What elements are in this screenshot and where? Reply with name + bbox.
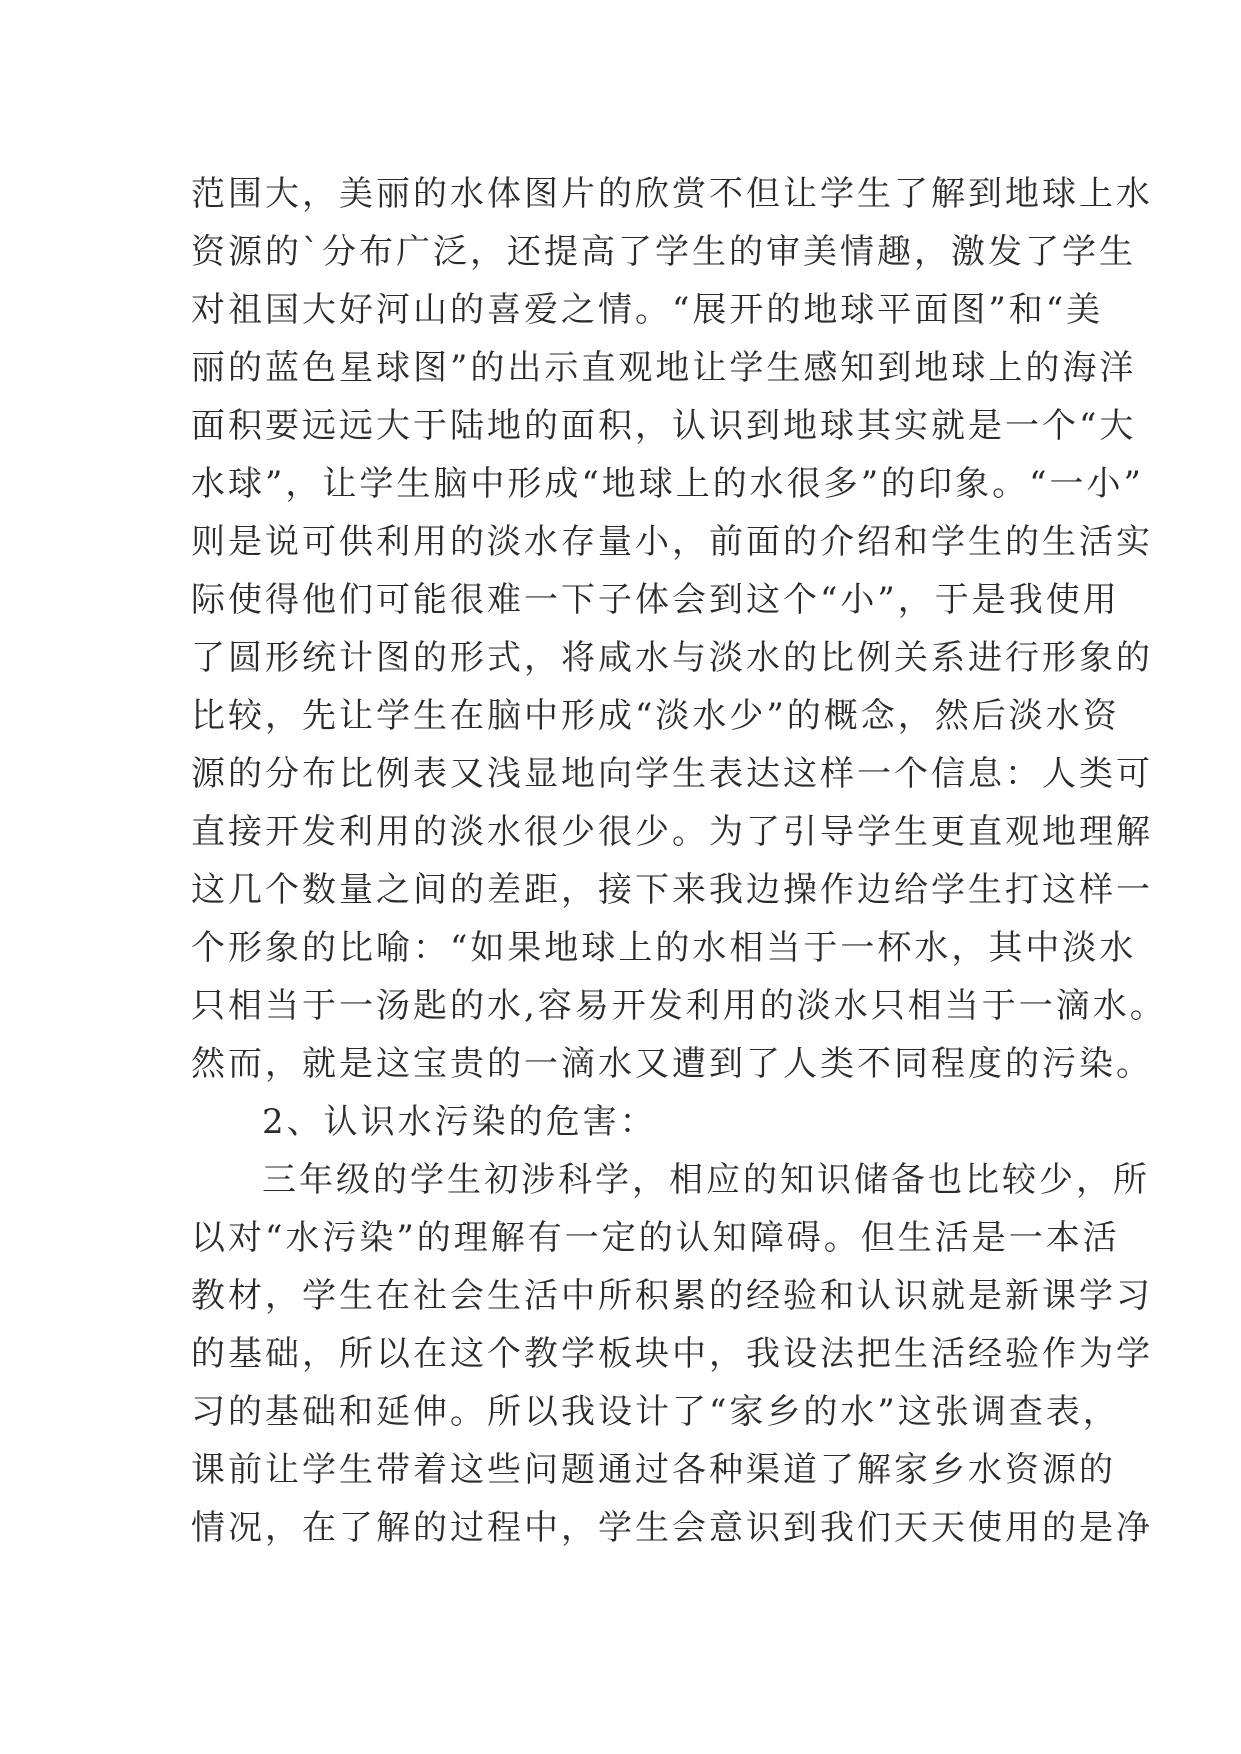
text-line: 这几个数量之间的差距，接下来我边操作边给学生打这样一 bbox=[191, 870, 1153, 910]
text-line: 源的分布比例表又浅显地向学生表达这样一个信息：人类可 bbox=[191, 754, 1153, 794]
text-line: 比较，先让学生在脑中形成“淡水少”的概念，然后淡水资 bbox=[191, 696, 1120, 736]
text-line: 了圆形统计图的形式，将咸水与淡水的比例关系进行形象的 bbox=[191, 638, 1153, 678]
section-heading: 2、认识水污染的危害： bbox=[262, 1102, 657, 1142]
text-line: 际使得他们可能很难一下子体会到这个“小”，于是我使用 bbox=[191, 580, 1120, 620]
paragraph-first-line: 三年级的学生初涉科学，相应的知识储备也比较少，所 bbox=[262, 1160, 1150, 1200]
text-line: 水球”，让学生脑中形成“地球上的水很多”的印象。“一小” bbox=[191, 464, 1144, 504]
text-line: 课前让学生带着这些问题通过各种渠道了解家乡水资源的 bbox=[191, 1450, 1116, 1490]
text-line: 然而，就是这宝贵的一滴水又遭到了人类不同程度的污染。 bbox=[191, 1044, 1153, 1084]
text-line: 以对“水污染”的理解有一定的认知障碍。但生活是一本活 bbox=[191, 1218, 1120, 1258]
text-line: 丽的蓝色星球图”的出示直观地让学生感知到地球上的海洋 bbox=[191, 348, 1137, 388]
document-body bbox=[191, 165, 1167, 1557]
text-line: 习的基础和延伸。所以我设计了“家乡的水”这张调查表， bbox=[191, 1392, 1120, 1432]
text-line: 个形象的比喻：“如果地球上的水相当于一杯水，其中淡水 bbox=[191, 928, 1137, 968]
text-line: 范围大，美丽的水体图片的欣赏不但让学生了解到地球上水 bbox=[191, 174, 1153, 214]
text-line: 教材，学生在社会生活中所积累的经验和认识就是新课学习 bbox=[191, 1276, 1153, 1316]
text-line: 资源的`分布广泛，还提高了学生的审美情趣，激发了学生 bbox=[191, 232, 1136, 272]
text-line: 的基础，所以在这个教学板块中，我设法把生活经验作为学 bbox=[191, 1334, 1153, 1374]
text-line: 面积要远远大于陆地的面积，认识到地球其实就是一个“大 bbox=[191, 406, 1137, 446]
text-line: 直接开发利用的淡水很少很少。为了引导学生更直观地理解 bbox=[191, 812, 1153, 852]
text-line: 情况，在了解的过程中，学生会意识到我们天天使用的是净 bbox=[191, 1508, 1153, 1548]
text-line: 对祖国大好河山的喜爱之情。“展开的地球平面图”和“美 bbox=[191, 290, 1104, 330]
text-line: 只相当于一汤匙的水,容易开发利用的淡水只相当于一滴水。 bbox=[191, 986, 1167, 1026]
text-line: 则是说可供利用的淡水存量小，前面的介绍和学生的生活实 bbox=[191, 522, 1153, 562]
